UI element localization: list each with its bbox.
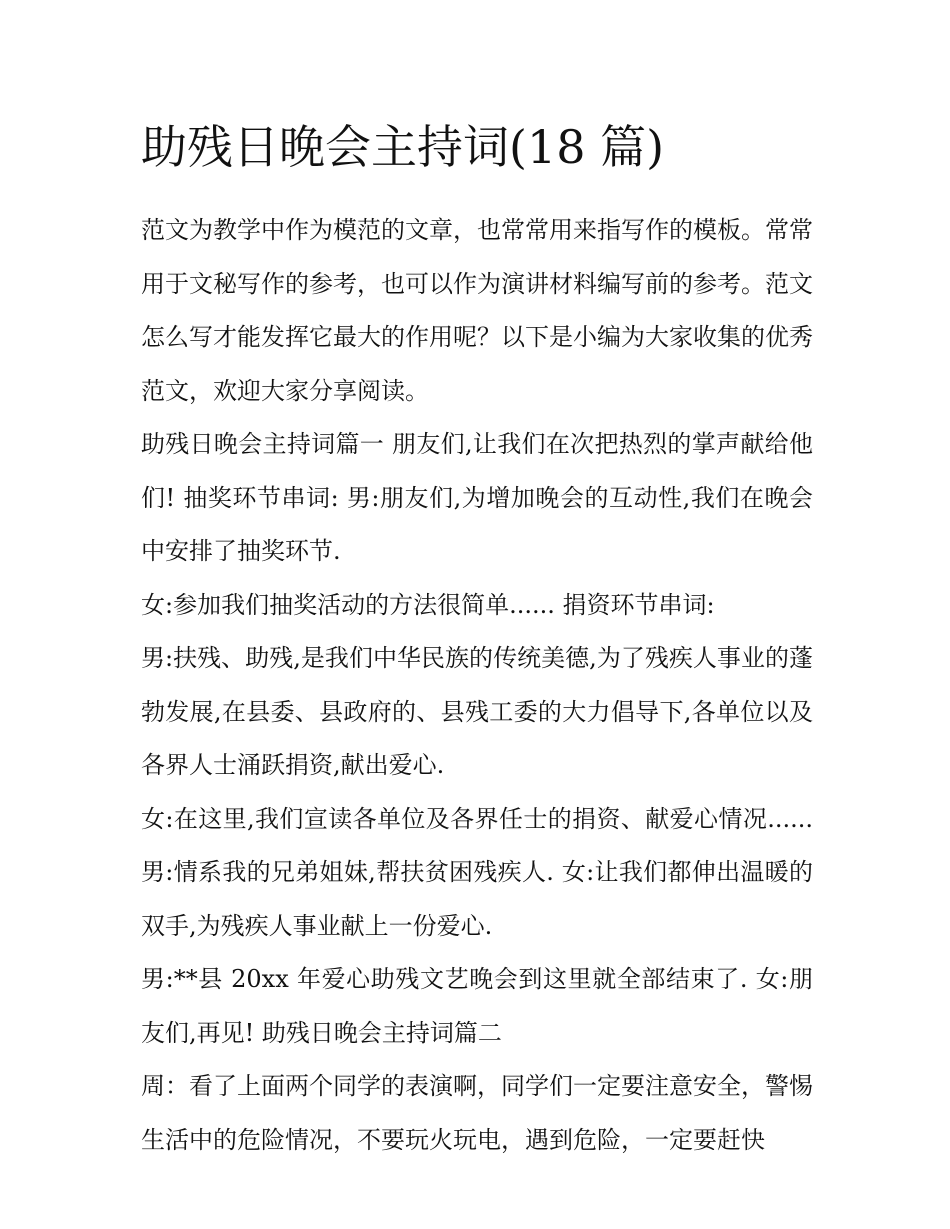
document-title: 助残日晚会主持词(18 篇) xyxy=(141,120,665,174)
paragraph-part-one-opening: 助残日晚会主持词篇一 朋友们,让我们在次把热烈的掌声献给他们! 抽奖环节串词: 男:朋友们,为增加晚会的互动性,我们在晚会中安排了抽奖环节. xyxy=(141,430,813,565)
document-body xyxy=(141,112,813,1167)
paragraph-intro: 范文为教学中作为模范的文章，也常常用来指写作的模板。常常用于文秘写作的参考，也可以作为演讲材料编写前的参考。范文怎么写才能发挥它最大的作用呢？以下是小编为大家收集的优秀范文，欢迎大家分享阅读。 xyxy=(141,216,813,405)
paragraph-donation-reading: 女:在这里,我们宣读各单位及各界任士的捐资、献爱心情况...... 男:情系我的兄弟姐妹,帮扶贫困残疾人. 女:让我们都伸出温暖的双手,为残疾人事业献上一份爱心. xyxy=(141,804,813,940)
paragraph-part-two-start: 周：看了上面两个同学的表演啊，同学们一定要注意安全，警惕生活中的危险情况，不要玩火玩电，遇到危险，一定要赶快 xyxy=(141,1072,813,1154)
paragraph-closing: 男:**县 20xx 年爱心助残文艺晚会到这里就全部结束了. 女:朋友们,再见! 助残日晚会主持词篇二 xyxy=(141,965,813,1047)
paragraph-lottery-method: 女:参加我们抽奖活动的方法很简单...... 捐资环节串词: xyxy=(141,590,715,619)
paragraph-donation-intro: 男:扶残、助残,是我们中华民族的传统美德,为了残疾人事业的蓬勃发展,在县委、县政府的、县残工委的大力倡导下,各单位以及各界人士涌跃捐资,献出爱心. xyxy=(141,644,813,779)
